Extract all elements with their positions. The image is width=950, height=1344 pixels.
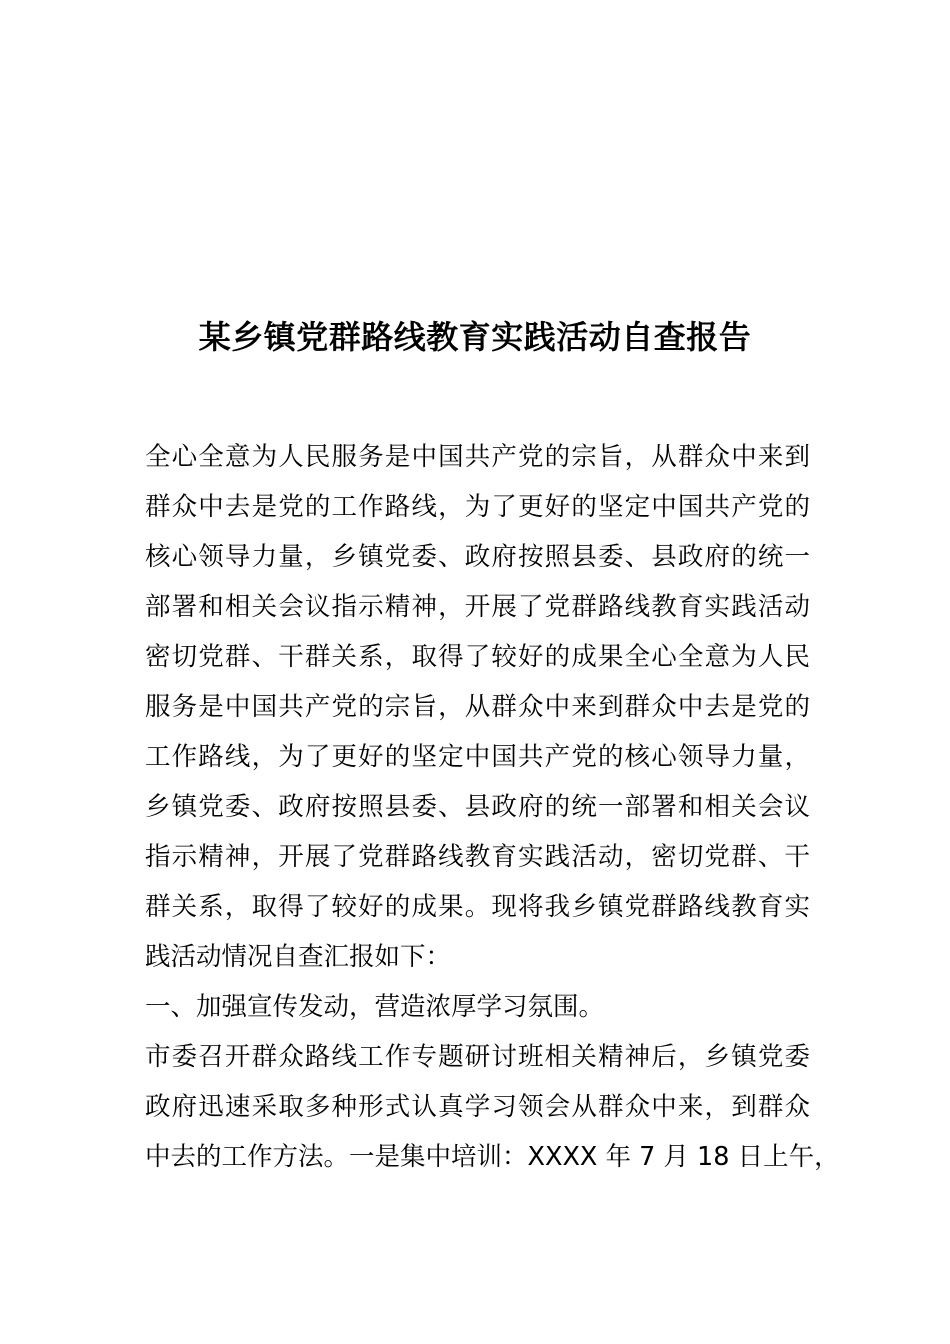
body-line: 践活动情况自查汇报如下： xyxy=(145,942,452,972)
body-line: 市委召开群众路线工作专题研讨班相关精神后，乡镇党委 xyxy=(145,1042,810,1072)
body-line: 工作路线，为了更好的坚定中国共产党的核心领导力量， xyxy=(145,742,810,772)
body-line: 指示精神，开展了党群路线教育实践活动，密切党群、干 xyxy=(145,842,810,872)
document-body xyxy=(145,432,840,1182)
section-heading: 一、加强宣传发动，营造浓厚学习氛围。 xyxy=(145,992,605,1022)
body-line: 密切党群、干群关系，取得了较好的成果全心全意为人民 xyxy=(145,642,810,672)
body-line: 中去的工作方法。一是集中培训：XXXX 年 7 月 18 日上午， xyxy=(145,1142,840,1172)
body-line: 群关系，取得了较好的成果。现将我乡镇党群路线教育实 xyxy=(145,892,810,922)
body-line: 政府迅速采取多种形式认真学习领会从群众中来，到群众 xyxy=(145,1092,810,1122)
body-line: 部署和相关会议指示精神，开展了党群路线教育实践活动 xyxy=(145,592,810,622)
body-line: 全心全意为人民服务是中国共产党的宗旨，从群众中来到 xyxy=(145,442,810,472)
body-line: 服务是中国共产党的宗旨，从群众中来到群众中去是党的 xyxy=(145,692,810,722)
body-line: 核心领导力量，乡镇党委、政府按照县委、县政府的统一 xyxy=(145,542,810,572)
body-line: 乡镇党委、政府按照县委、县政府的统一部署和相关会议 xyxy=(145,792,810,822)
document-title: 某乡镇党群路线教育实践活动自查报告 xyxy=(198,318,752,357)
body-line: 群众中去是党的工作路线，为了更好的坚定中国共产党的 xyxy=(145,492,810,522)
